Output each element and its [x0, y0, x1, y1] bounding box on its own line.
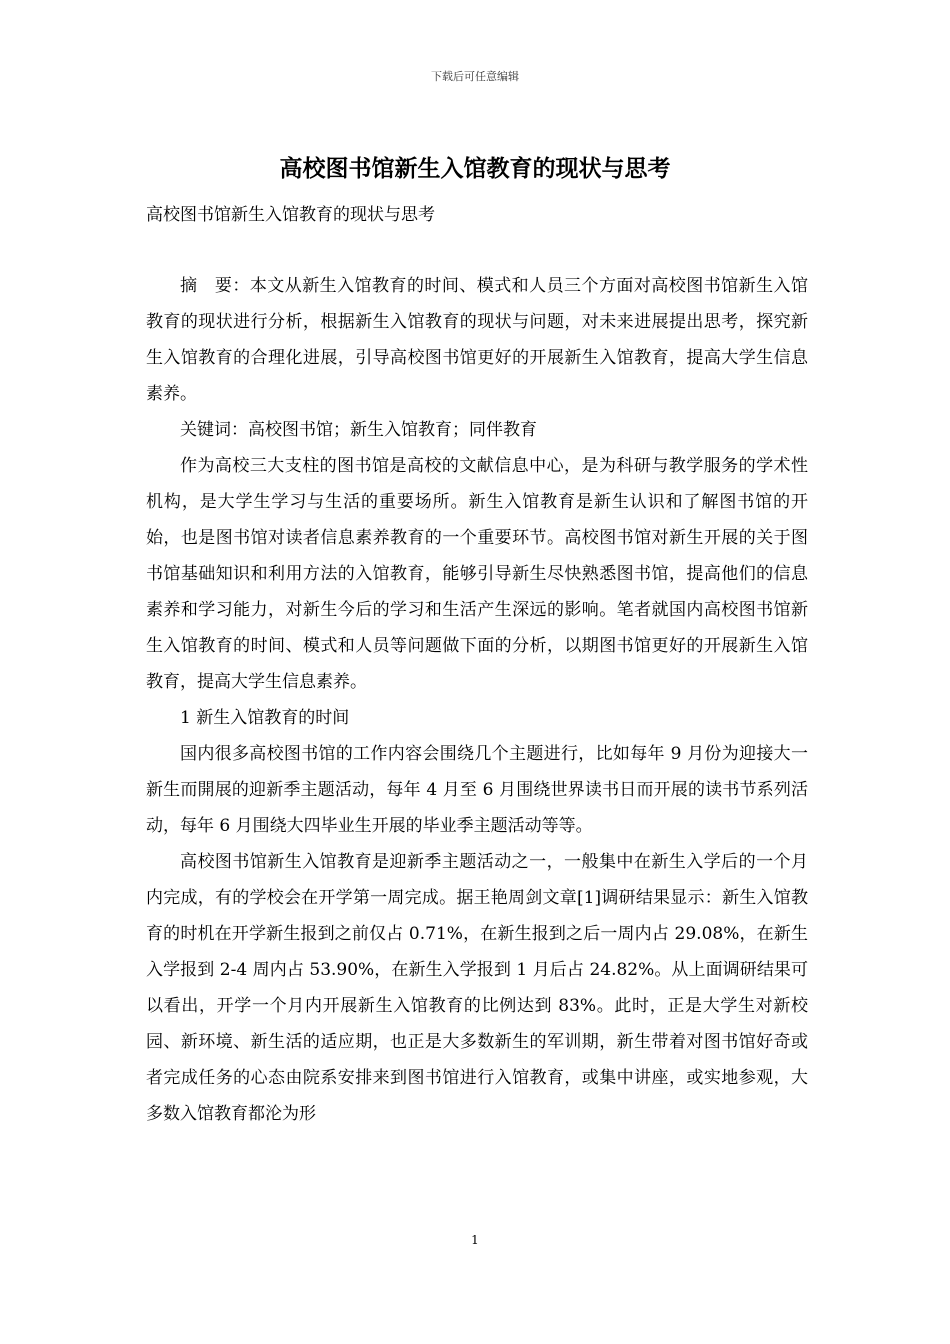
body-paragraph: 高校图书馆新生入馆教育是迎新季主题活动之一，一般集中在新生入学后的一个月内完成，有的学校会在开学第一周完成。据王艳周剑文章[1]调研结果显示：新生入馆教育的时机在开学新生报到之前仅占 0.71%，在新生报到之后一周内占 29.08%，在新生入学报到 2-4 周内占 53.90%，在新生入学报到 1 月后占 24.82%。从上面调研结果可以看出，开学一个月内开展新生入馆教育的比例达到 83%。此时，正是大学生对新校园、新环境、新生活的适应期，也正是大多数新生的军训期，新生带着对图书馆好奇或者完成任务的心态由院系安排来到图书馆进行入馆教育，或集中讲座，或实地参观，大多数入馆教育都沦为形	[146, 852, 808, 1124]
page-number: 1	[471, 1233, 479, 1247]
section-heading: 1 新生入馆教育的时间	[180, 708, 350, 728]
document-body	[146, 268, 808, 1132]
body-paragraph: 作为高校三大支柱的图书馆是高校的文献信息中心，是为科研与教学服务的学术性机构，是大学生学习与生活的重要场所。新生入馆教育是新生认识和了解图书馆的开始，也是图书馆对读者信息素养教育的一个重要环节。高校图书馆对新生开展的关于图书馆基础知识和利用方法的入馆教育，能够引导新生尽快熟悉图书馆，提高他们的信息素养和学习能力，对新生今后的学习和生活产生深远的影响。笔者就国内高校图书馆新生入馆教育的时间、模式和人员等问题做下面的分析，以期图书馆更好的开展新生入馆教育，提高大学生信息素养。	[146, 456, 808, 692]
abstract-paragraph: 摘 要：本文从新生入馆教育的时间、模式和人员三个方面对高校图书馆新生入馆教育的现状进行分析，根据新生入馆教育的现状与问题，对未来进展提出思考，探究新生入馆教育的合理化进展，引导高校图书馆更好的开展新生入馆教育，提高大学生信息素养。	[146, 276, 808, 404]
document-subtitle: 高校图书馆新生入馆教育的现状与思考	[146, 205, 435, 225]
body-paragraph: 国内很多高校图书馆的工作内容会围绕几个主题进行，比如每年 9 月份为迎接大一新生而開展的迎新季主题活动，每年 4 月至 6 月围绕世界读书日而开展的读书节系列活动，每年 6 月围绕大四毕业生开展的毕业季主题活动等等。	[146, 744, 808, 836]
document-title: 高校图书馆新生入馆教育的现状与思考	[279, 156, 671, 182]
keywords-paragraph: 关键词：高校图书馆；新生入馆教育；同伴教育	[180, 420, 537, 440]
page-header: 下载后可任意编辑	[431, 70, 519, 83]
